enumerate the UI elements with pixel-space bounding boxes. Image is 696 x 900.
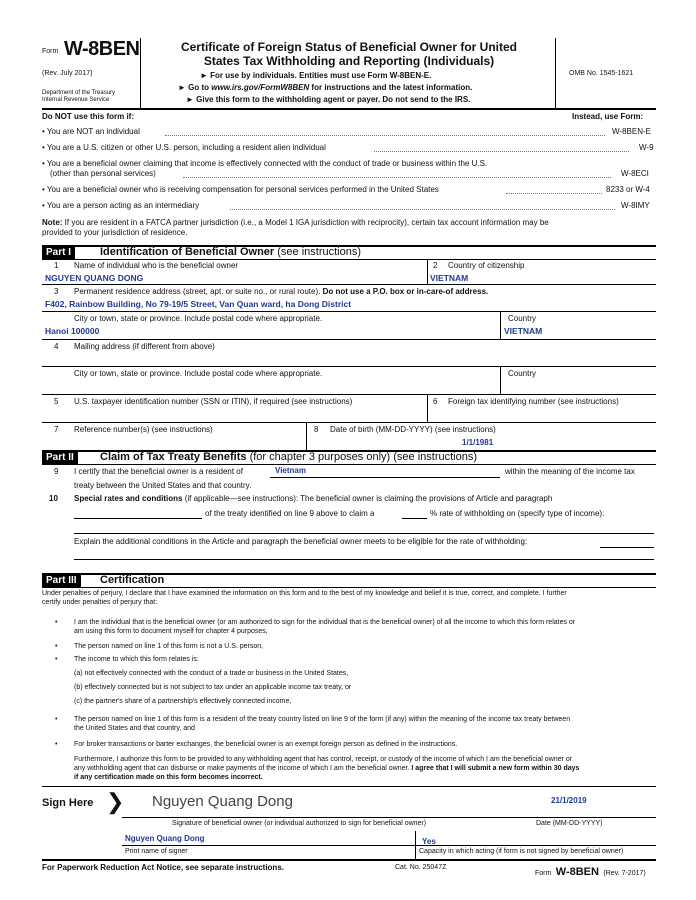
dept-line1: Department of the Treasury — [42, 90, 116, 96]
paperwork-notice: For Paperwork Reduction Act Notice, see separate instructions. — [42, 863, 284, 872]
line10-text4: Explain the additional conditions in the Article and paragraph the beneficial owner meets to be eligible for the rate of withholding: — [74, 537, 528, 546]
line2-label: Country of citizenship — [448, 261, 525, 270]
bullet-icon: • — [55, 656, 58, 663]
capacity-label: Capacity in which acting (if form is not signed by beneficial owner) — [419, 848, 624, 855]
line3-num: 3 — [54, 287, 59, 296]
article-field[interactable] — [74, 518, 202, 519]
country-label: Country — [508, 314, 537, 323]
dob-field[interactable]: 1/1/1981 — [462, 438, 494, 447]
rate-field[interactable] — [402, 518, 427, 519]
furthermore-end: if any certification made on this form becomes incorrect. — [74, 774, 263, 781]
title-line2: States Tax Withholding and Reporting (Individuals) — [203, 54, 495, 68]
mailing-address-field[interactable] — [42, 366, 656, 367]
date-label: Date (MM-DD-YYYY) — [536, 820, 603, 827]
cert-item: The person named on line 1 of this form is a resident of the treaty country listed on line 9 of the form (if any) within the meaning of the income tax treaty between — [74, 716, 571, 723]
sign-here-label: Sign Here — [42, 797, 94, 809]
line9-text2: within the meaning of the income tax — [505, 467, 635, 476]
city-label: City or town, state or province. Include postal code where appropriate. — [74, 314, 323, 323]
line5-label: U.S. taxpayer identification number (SSN or ITIN), if required (see instructions) — [74, 397, 353, 406]
part3-label: Part III — [42, 574, 81, 587]
donot-heading: Do NOT use this form if: — [42, 112, 134, 121]
line1-label: Name of individual who is the beneficial owner — [74, 261, 239, 270]
sign-date-field[interactable]: 21/1/2019 — [551, 796, 587, 805]
cert-intro: Under penalties of perjury, I declare that I have examined the information on this form and to the best of my knowledge and belief it is true, correct, and complete. I further — [42, 590, 567, 597]
line3-label: Permanent residence address (street, apt. or suite no., or rural route). Do not use a P.O. box or in-care-of address. — [74, 287, 489, 296]
cert-subitem: (b) effectively connected but is not subject to tax under an applicable income tax treaty, or — [74, 684, 352, 691]
line1-num: 1 — [54, 261, 59, 270]
furthermore-cont: any withholding agent that can disburse or make payments of the income of which I am the beneficial owner. I agree that I will submit a new form within 30 days — [74, 765, 580, 772]
bullet-icon: • — [55, 643, 58, 650]
form-word: Form — [42, 48, 59, 55]
cert-item: The income to which this form relates is: — [74, 656, 199, 663]
fatca-note-cont: provided to your jurisdiction of residence. — [42, 228, 188, 237]
line3-address-field[interactable]: F402, Rainbow Building, No 79-19/5 Street, Van Quan ward, ha Dong District — [45, 299, 352, 309]
fatca-note: Note: If you are resident in a FATCA partner jurisdiction (i.e., a Model 1 IGA jurisdiction with reciprocity), certain tax account information may be — [42, 218, 549, 227]
furthermore: Furthermore, I authorize this form to be provided to any withholding agent that has control, receipt, or custody of the income of which I am the beneficial owner or — [74, 756, 573, 763]
line9-text3: treaty between the United States and that country. — [74, 481, 252, 490]
line2-num: 2 — [433, 261, 438, 270]
instead-heading: Instead, use Form: — [572, 112, 644, 121]
cert-item-cont: the United States and that country, and — [74, 725, 195, 732]
conditions-field[interactable] — [74, 559, 654, 560]
line6-label: Foreign tax identifying number (see instructions) — [448, 397, 619, 406]
line6-num: 6 — [433, 397, 438, 406]
donot-item-cont: (other than personal services) — [50, 169, 156, 178]
part2-title: Claim of Tax Treaty Benefits (for chapter 3 purposes only) (see instructions) — [100, 451, 478, 463]
donot-item-form: W-8BEN-E — [612, 127, 651, 136]
donot-item-form: W-8ECI — [621, 169, 649, 178]
donot-item: • You are a beneficial owner claiming that income is effectively connected with the conduct of trade or business within the U.S. — [42, 159, 488, 168]
donot-item: • You are a U.S. citizen or other U.S. person, including a resident alien individual — [42, 143, 326, 152]
signature-label: Signature of beneficial owner (or individual authorized to sign for beneficial owner) — [172, 820, 427, 827]
cert-item-cont: am using this form to document myself for chapter 4 purposes, — [74, 628, 268, 635]
line8-num: 8 — [314, 425, 319, 434]
footer-form: Form W-8BEN (Rev. 7-2017) — [535, 866, 646, 878]
city2-field[interactable] — [42, 394, 656, 395]
revision: (Rev. July 2017) — [42, 70, 93, 77]
line2-citizenship-field[interactable]: VIETNAM — [430, 273, 469, 283]
donot-item: • You are a beneficial owner who is receiving compensation for personal services performed in the United States — [42, 185, 439, 194]
line4-label: Mailing address (if different from above) — [74, 342, 215, 351]
line4-num: 4 — [54, 342, 59, 351]
sign-arrow-icon: ❯ — [106, 789, 125, 814]
line10-num: 10 — [49, 494, 58, 503]
line9-country-field[interactable]: Vietnam — [275, 466, 306, 475]
donot-item-form: W-8IMY — [621, 201, 650, 210]
line10-text2: of the treaty identified on line 9 above to claim a — [205, 509, 375, 518]
line7-label: Reference number(s) (see instructions) — [74, 425, 213, 434]
donot-item-form: 8233 or W-4 — [606, 185, 650, 194]
line7-num: 7 — [54, 425, 59, 434]
city2-label: City or town, state or province. Include postal code where appropriate. — [74, 369, 323, 378]
part3-title: Certification — [100, 574, 165, 586]
bullet-icon: • — [55, 619, 58, 626]
country2-label: Country — [508, 369, 537, 378]
cert-subitem: (c) the partner's share of a partnership's effectively connected income, — [74, 698, 292, 705]
city-field[interactable]: Hanoi 100000 — [45, 326, 100, 336]
cert-intro-cont: certify under penalties of perjury that: — [42, 599, 158, 606]
line9-num: 9 — [54, 467, 59, 476]
line10-text3: % rate of withholding on (specify type of income): — [430, 509, 605, 518]
cert-item: The person named on line 1 of this form is not a U.S. person, — [74, 643, 264, 650]
instr-3: ► Give this form to the withholding agent or payer. Do not send to the IRS. — [186, 95, 471, 104]
form-name: W-8BEN — [64, 38, 140, 60]
arrow-icon: ► — [186, 95, 194, 104]
title-line1: Certificate of Foreign Status of Beneficial Owner for United — [180, 40, 518, 54]
capacity-field[interactable]: Yes — [422, 837, 436, 846]
arrow-icon: ► — [200, 71, 208, 80]
instr-1: ► For use by individuals. Entities must use Form W-8BEN-E. — [200, 71, 432, 80]
donot-item: • You are NOT an individual — [42, 127, 140, 136]
irs-link[interactable]: www.irs.gov/FormW8BEN — [211, 83, 310, 92]
cert-item: For broker transactions or barter exchanges, the beneficial owner is an exempt foreign person as defined in the instructions. — [74, 741, 458, 748]
dept-line2: Internal Revenue Service — [42, 97, 110, 103]
line1-name-field[interactable]: NGUYEN QUANG DONG — [45, 273, 144, 283]
line9-text: I certify that the beneficial owner is a resident of — [74, 467, 243, 476]
cert-subitem: (a) not effectively connected with the conduct of a trade or business in the United States, — [74, 670, 349, 677]
line8-label: Date of birth (MM-DD-YYYY) (see instructions) — [330, 425, 496, 434]
income-type-field[interactable] — [74, 533, 654, 534]
part1-title: Identification of Beneficial Owner (see instructions) — [100, 246, 362, 258]
cert-item: I am the individual that is the beneficial owner (or am authorized to sign for the individual that is the beneficial owner) of all the income to which this form relates or — [74, 619, 576, 626]
line5-num: 5 — [54, 397, 59, 406]
line10-text: Special rates and conditions (if applicable—see instructions): The beneficial owner is claiming the provisions of Article and paragraph — [74, 494, 553, 503]
tin-field[interactable] — [42, 422, 656, 423]
arrow-icon: ► — [178, 83, 186, 92]
omb-number: OMB No. 1545-1621 — [569, 70, 634, 77]
part2-label: Part II — [42, 451, 78, 464]
donot-item-form: W-9 — [639, 143, 654, 152]
country-field[interactable]: VIETNAM — [504, 326, 543, 336]
print-name-field[interactable]: Nguyen Quang Dong — [125, 834, 205, 843]
signature-field[interactable]: Nguyen Quang Dong — [152, 793, 293, 810]
donot-item: • You are a person acting as an intermediary — [42, 201, 200, 210]
bullet-icon: • — [55, 741, 58, 748]
part1-label: Part I — [42, 246, 75, 259]
print-name-label: Print name of signer — [125, 848, 188, 855]
instr-2: ► Go to www.irs.gov/FormW8BEN for instructions and the latest information. — [178, 83, 473, 92]
bullet-icon: • — [55, 716, 58, 723]
cat-number: Cat. No. 25047Z — [395, 864, 447, 871]
